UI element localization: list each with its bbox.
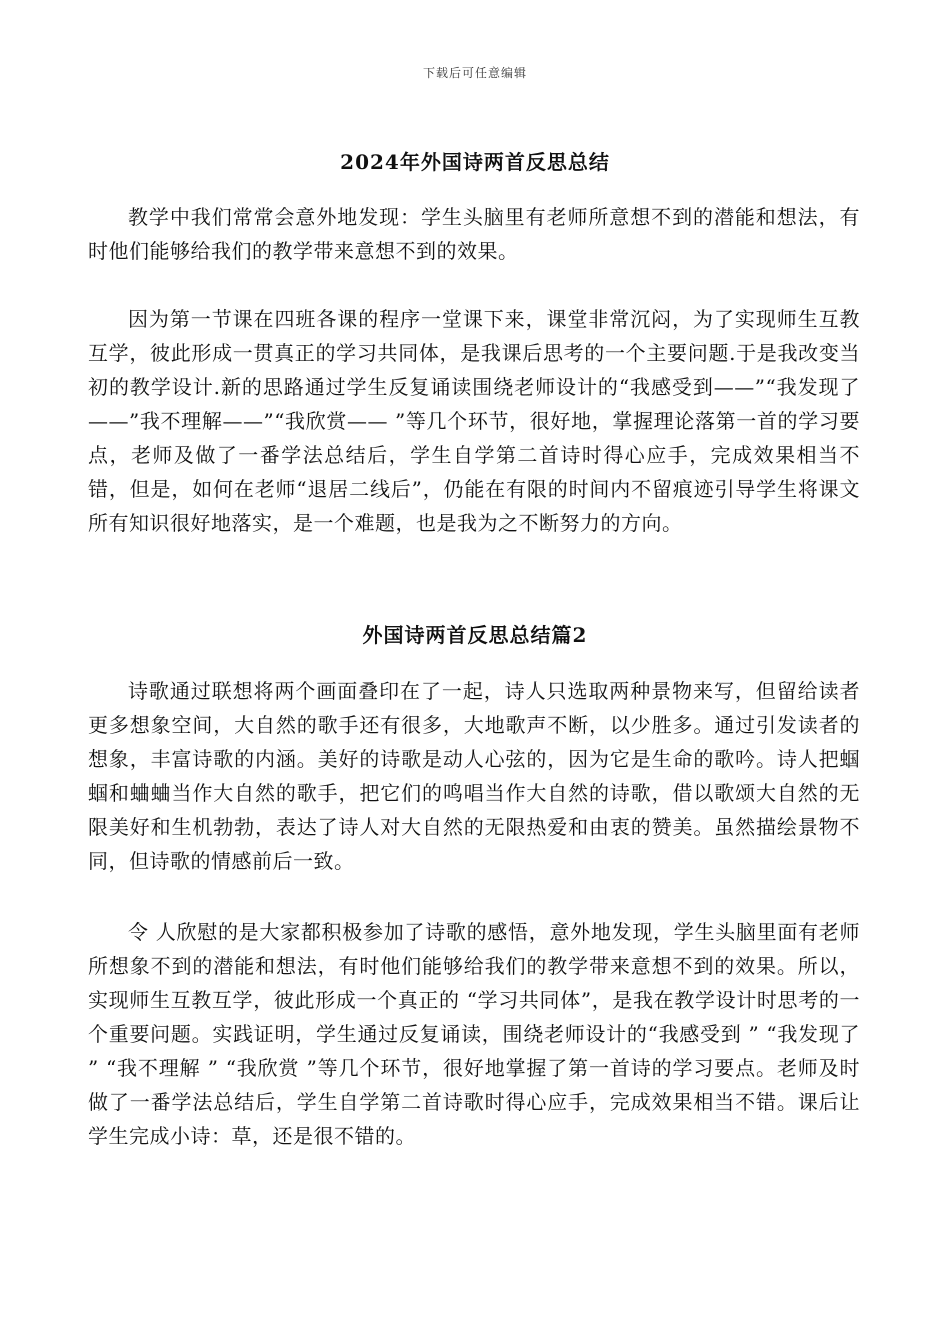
section-2-title: 外国诗两首反思总结篇2	[362, 623, 588, 647]
header-note: 下载后可任意编辑	[422, 66, 527, 80]
paragraph-3: 诗歌通过联想将两个画面叠印在了一起，诗人只选取两种景物来写，但留给读者更多想象空间，大自然的歌手还有很多，大地歌声不断，以少胜多。通过引发读者的想象，丰富诗歌的内涵。美好的诗歌是动人心弦的，因为它是生命的歌吟。诗人把蝈蝈和蛐蛐当作大自然的歌手，把它们的鸣唱当作大自然的诗歌，借以歌颂大自然的无限美好和生机勃勃，表达了诗人对大自然的无限热爱和由衷的赞美。虽然描绘景物不同，但诗歌的情感前后一致。	[88, 679, 860, 873]
paragraph-4: 令 人欣慰的是大家都积极参加了诗歌的感悟，意外地发现，学生头脑里面有老师所想象不到的潜能和想法，有时他们能够给我们的教学带来意想不到的效果。所以，实现师生互教互学，彼此形成一个真正的 “学习共同体”，是我在教学设计时思考的一个重要问题。实践证明，学生通过反复诵读，围绕老师设计的“我感受到 ” “我发现了 ” “我不理解 ” “我欣赏 ”等几个环节，很好地掌握了第一首诗的学习要点。老师及时做了一番学法总结后，学生自学第二首诗歌时得心应手，完成效果相当不错。课后让学生完成小诗：草，还是很不错的。	[88, 920, 860, 1148]
document-title: 2024年外国诗两首反思总结	[340, 150, 610, 174]
paragraph-2: 因为第一节课在四班各课的程序一堂课下来，课堂非常沉闷，为了实现师生互教互学，彼此形成一贯真正的学习共同体，是我课后思考的一个主要问题.于是我改变当初的教学设计.新的思路通过学生反复诵读围绕老师设计的“我感受到——”“我发现了——”我不理解——”“我欣赏—— ”等几个环节，很好地，掌握理论落第一首的学习要点，老师及做了一番学法总结后，学生自学第二首诗时得心应手，完成效果相当不错，但是，如何在老师“退居二线后”，仍能在有限的时间内不留痕迹引导学生将课文所有知识很好地落实，是一个难题，也是我为之不断努力的方向。	[88, 307, 860, 535]
paragraph-1: 教学中我们常常会意外地发现：学生头脑里有老师所意想不到的潜能和想法，有时他们能够给我们的教学带来意想不到的效果。	[88, 205, 860, 263]
